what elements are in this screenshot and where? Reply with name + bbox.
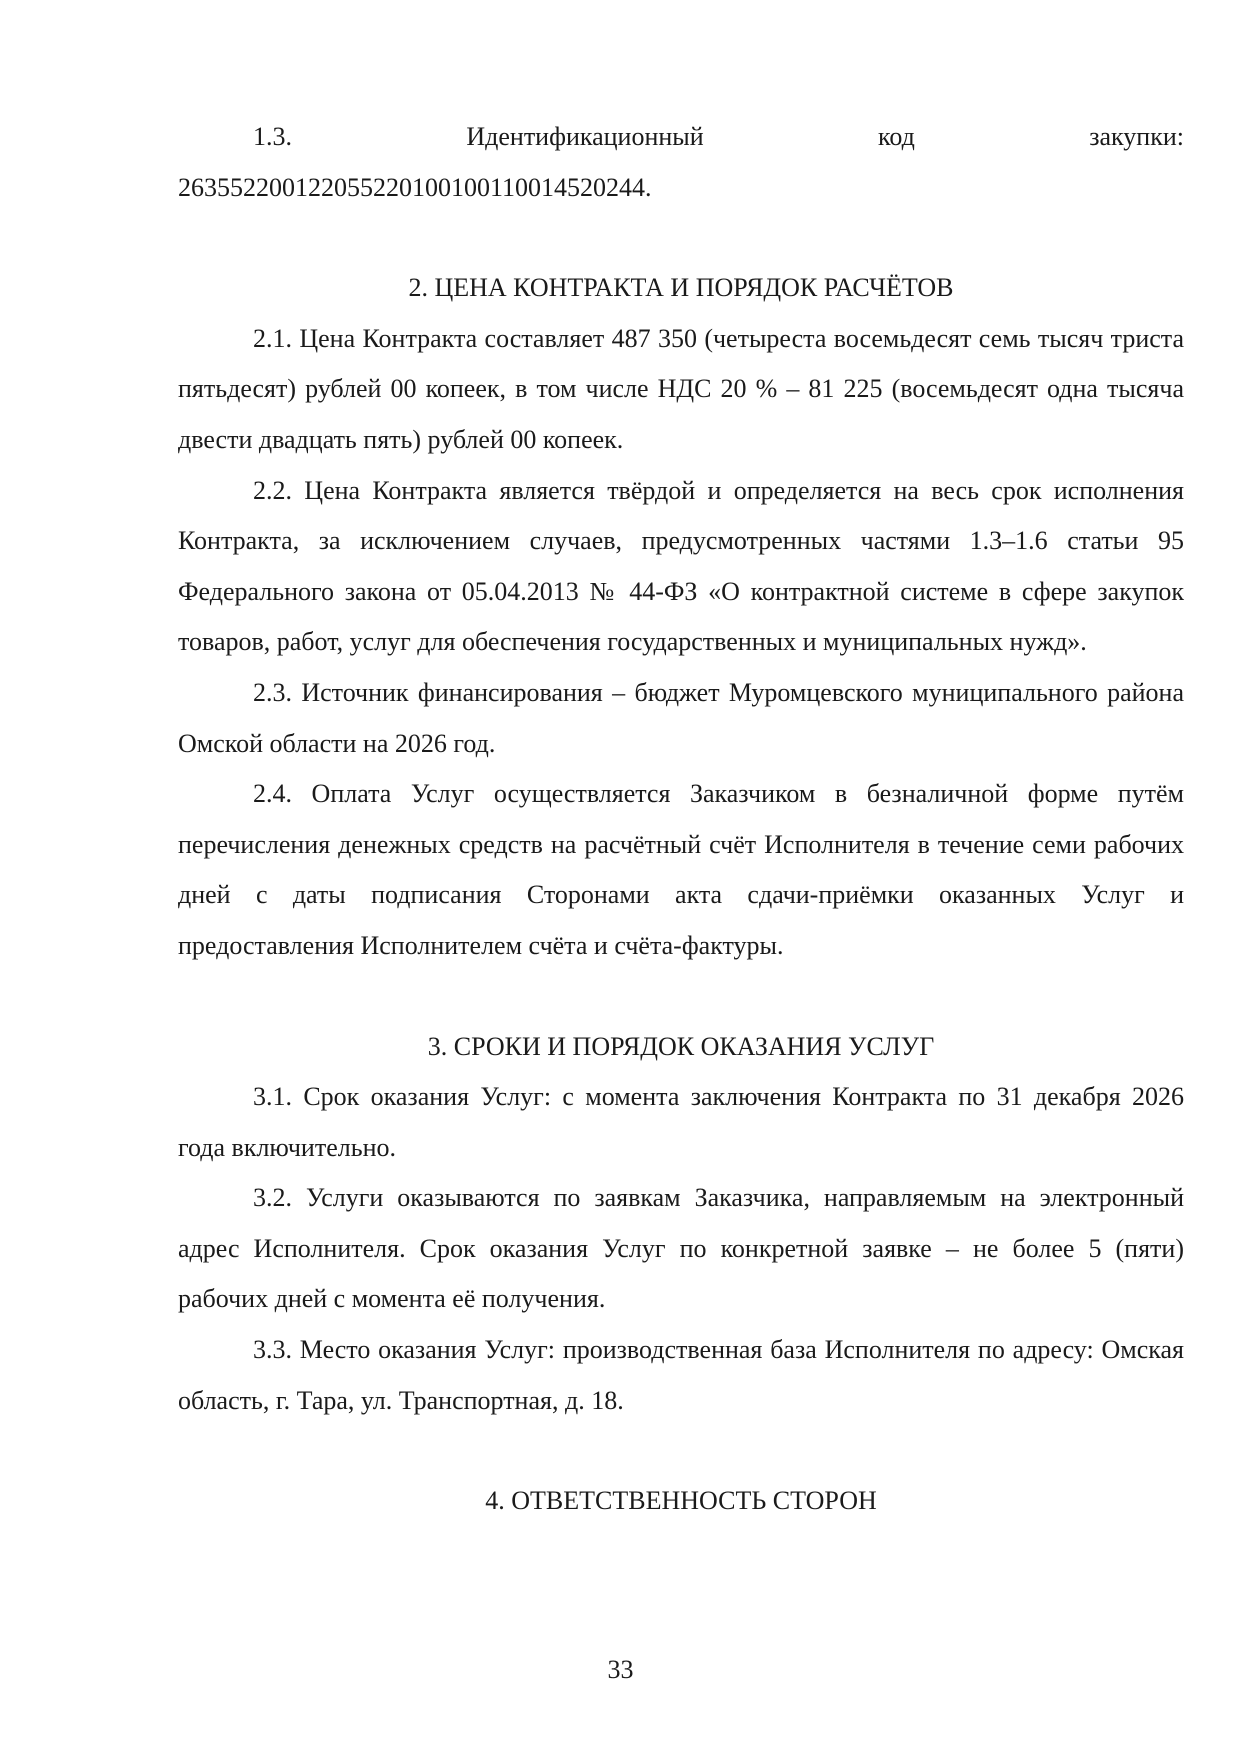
paragraph-2-4: 2.4. Оплата Услуг осуществляется Заказчиком в безналичной форме путём перечисления денежных средств на расчётный счёт Исполнителя в течение семи рабочих дней с даты подписания Сторонами акта сдачи-приёмки оказанных Услуг и предоставления Исполнителем счёта и счёта-фактуры.	[178, 779, 1184, 960]
section-4-heading: 4. ОТВЕТСТВЕННОСТЬ СТОРОН	[485, 1486, 877, 1516]
section-2-heading: 2. ЦЕНА КОНТРАКТА И ПОРЯДОК РАСЧЁТОВ	[408, 273, 954, 303]
document-page	[178, 112, 1184, 1527]
paragraph-3-1: 3.1. Срок оказания Услуг: с момента заключения Контракта по 31 декабря 2026 года включительно.	[178, 1082, 1184, 1162]
section-3-heading: 3. СРОКИ И ПОРЯДОК ОКАЗАНИЯ УСЛУГ	[427, 1031, 935, 1061]
purchase-id-word-code: код	[878, 122, 915, 151]
paragraph-3-3: 3.3. Место оказания Услуг: производственная база Исполнителя по адресу: Омская область, г. Тара, ул. Транспортная, д. 18.	[178, 1335, 1184, 1415]
page-number: 33	[607, 1655, 634, 1684]
paragraph-2-2: 2.2. Цена Контракта является твёрдой и определяется на весь срок исполнения Контракта, за исключением случаев, предусмотренных частями 1.3–1.6 статьи 95 Федерального закона от 05.04.2013 № 44-ФЗ «О контрактной системе в сфере закупок товаров, работ, услуг для обеспечения государственных и муниципальных нужд».	[178, 475, 1184, 657]
purchase-id-line	[178, 112, 1184, 163]
paragraph-2-3: 2.3. Источник финансирования – бюджет Муромцевского муниципального района Омской области на 2026 год.	[178, 677, 1184, 758]
purchase-id-word-purchase: закупки:	[1089, 122, 1184, 151]
purchase-id-code: 263552200122055220100100110014520244.	[178, 172, 652, 202]
paragraph-2-1: 2.1. Цена Контракта составляет 487 350 (четыреста восемьдесят семь тысяч триста пятьдесят) рублей 00 копеек, в том числе НДС 20 % – 81 225 (восемьдесят одна тысяча двести двадцать пять) рублей 00 копеек.	[178, 323, 1184, 454]
paragraph-3-2: 3.2. Услуги оказываются по заявкам Заказчика, направляемым на электронный адрес Исполнителя. Срок оказания Услуг по конкретной заявке – не более 5 (пяти) рабочих дней с момента её получения.	[178, 1183, 1184, 1314]
item-number-1-3: 1.3.	[253, 122, 292, 151]
purchase-id-word-identification: Идентификационный	[466, 122, 704, 151]
